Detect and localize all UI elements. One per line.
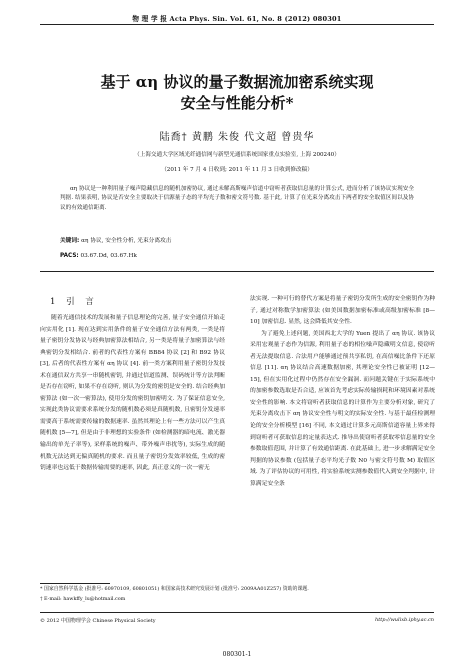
footnote-rule xyxy=(40,583,110,584)
paragraph: 法实现. 一种可行的替代方案是将量子密钥分发所生成的安全密钥作为种子, 通过对称数学加密算法 (如美国数据加密标准或高级加密标准 [8—10] 加密信息. 显然, 这会降低其安全性. xyxy=(250,296,435,326)
keywords-text: αη 协议, 安全性分析, 光束分离攻击 xyxy=(81,238,172,244)
paragraph: 随着光通信技术的发展和量子信息理论的完善, 量子安全通信开始走向实用化 [1]. 现在达到实用条件的量子安全通信方法有两类, 一类是将量子密钥分发协议与经典加密算法相结合, 另一类是将量子加密算法与经典密钥分发相结合. 前者的代表性方案有 BB84 协议 [2] 和 B92 协议 [3], 后者的代表性方案有 αη 协议 [4]. 前一类方案利用量子密钥分发技术在通信双方共享一串随机密钥, 并通过信道监测、误码统计等方法判断是否存在窃听, 如果不存在窃听, 则认为分发的密钥是安全的. 结合经典加密算法 (如一次一密算法), 使用分发的密钥加密明文. 为了保证信息安全, 实现此类协议需要求系统分发的随机数必须是真随机数, 且密钥分发速率需要高于系统需要传输的数据速率. 虽然其理论上有一些方法可以产生真随机数 [5—7], 但是由于非理想的实验条件 (如检测器的暗电流、激光器输出的单光子率等), 采样系统的噪声、带外噪声串扰等), 实际生成的随机数无法达到无偏真随机的要求. 而且量子密钥分发效率较低, 生成的密钥速率也远低于数据传输需要的速率, 因此, 真正意义的一次一密无 xyxy=(40,315,225,472)
funding-footnote: * 国家自然科学基金 (批准号: 60970109, 60801051) 和国家高技术研究发展计划 (批准号: 2009AA01Z257) 资助的课题. xyxy=(40,586,309,592)
left-column xyxy=(40,313,225,578)
pacs-label: PACS: xyxy=(60,253,79,259)
paper-title-line1: 基于 αη 协议的量子数据流加密系统实现 xyxy=(100,73,374,91)
pacs xyxy=(60,251,414,261)
abstract-rule xyxy=(40,271,434,272)
footer-row xyxy=(40,617,434,624)
page-number: 080301-1 xyxy=(222,651,252,658)
journal-header: 物 理 学 报 Acta Phys. Sin. Vol. 61, No. 8 (2012) 080301 xyxy=(132,15,342,23)
journal-url: http://wulixb.iphy.ac.cn xyxy=(375,617,434,623)
keywords-label: 关键词: xyxy=(60,238,80,244)
abstract: αη 协议是一种利用量子噪声隐藏信息的随机加密协议, 通过未解高斯噪声信道中窃听者获取信息量的计算公式, 进而分析了该协议实现安全判据. 结果表明, 协议是否安全主要取决于信源量子态的平均光子数和密文符号数. 基于此, 计算了在光束分离攻击下两者的安全取值区间以及协议的有效通信距离. xyxy=(60,186,414,211)
email-footnote: † E-mail: hawkffy_lu@hotmail.com xyxy=(40,596,126,602)
header-rule xyxy=(40,24,434,25)
keywords xyxy=(60,236,414,246)
received-dates: （2011 年 7 月 4 日收到; 2011 年 11 月 3 日收到修改稿） xyxy=(161,167,313,173)
author-list: 陆喬† 黄鹏 朱俊 代文超 曾贵华 xyxy=(159,132,315,143)
affiliation: （上海交通大学区域光纤通信网与新型光通信系统国家重点实验室, 上海 200240） xyxy=(134,152,340,158)
right-column xyxy=(250,294,435,578)
paper-title-line2: 安全与性能分析* xyxy=(180,94,294,112)
pacs-text: 03.67.Dd, 03.67.Hk xyxy=(80,253,137,259)
copyright: © 2012 中国物理学会 Chinese Physical Society xyxy=(40,618,156,624)
paragraph: 为了避免上述问题, 美国西北大学的 Yuen 提出了 αη 协议. 该协议采用宏观量子态作为信源, 利用量子态的相位噪声隐藏明文信息, 使窃听者无法提取信息. 合法用户能够通过预共享私钥, 在高信噪比条件下还原信息 [11]. αη 协议结合高速数据加密, 其理论安全性已被证明 [12—15], 但在实用化过程中仍然存在安全漏洞. 而问题关键在于实际系统中的加密参数选取是否合适, 应该首先考虑实际传输损耗和环境因素对系统安全性的影响. 本文将窃听者获取信息的计算作为主要分析对象, 研究了光束分离攻击下 αη 协议安全性与明文的实际安全性. 与基于最佳检测理论的安全分析模型 [16] 不同, 本文通过计算多元高斯信道容量上界来得到窃听者可获取信息的定量表达式. 推导出使窃听者获取零信息量的安全参数取值范围, 并计算了有效通信距离. 在此基础上, 进一步求解满足安全判据的协议参数 (包括量子态平均光子数 N0 与密文符号数 M) 取值区域. 为了评估协议的可用性, 将实验系统实测参数值代入到安全判据中, 计算满足安全条 xyxy=(250,330,435,487)
footer-rule xyxy=(40,612,434,613)
section-heading: 1 引 言 xyxy=(50,297,98,307)
